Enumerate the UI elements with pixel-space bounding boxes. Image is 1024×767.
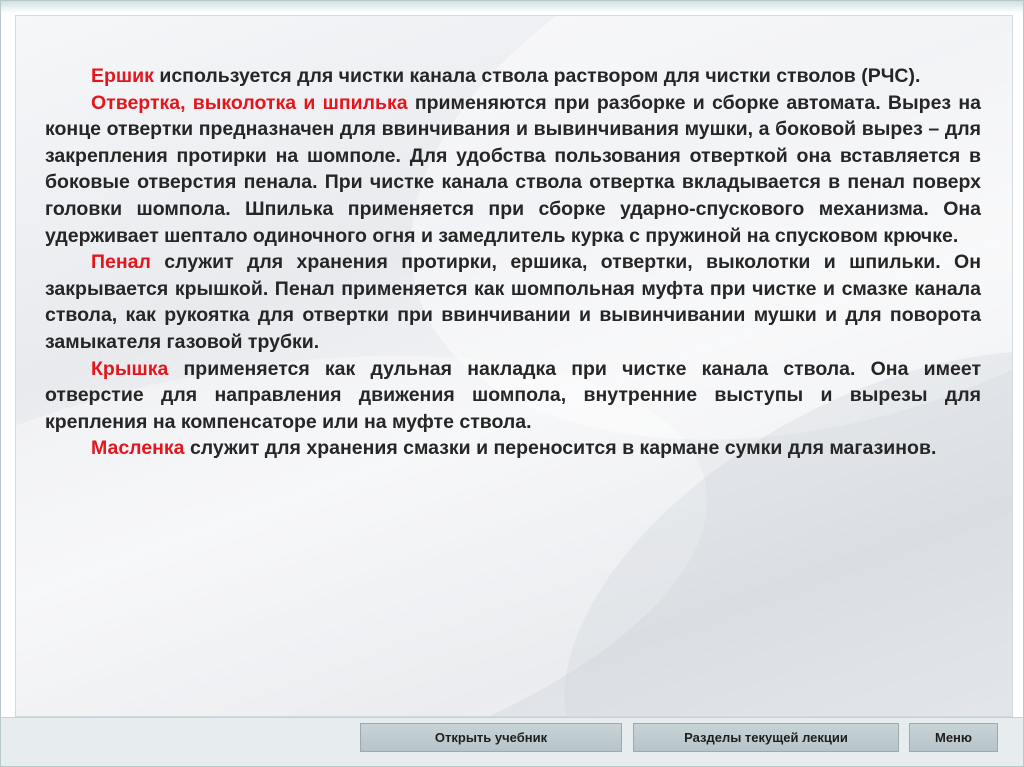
term-highlight: Ершик [91,65,154,87]
lecture-sections-button[interactable]: Разделы текущей лекции [633,723,899,752]
top-edge-decoration [1,1,1024,13]
navigation-bar [1,717,1024,767]
term-highlight: Пенал [91,251,151,274]
paragraph-body: служит для хранения смазки и переносится в кармане сумки для магазинов. [184,437,937,460]
paragraph-maslenka [45,435,981,462]
paragraph-kryshka [45,356,981,436]
paragraph-body: применяется как дульная накладка при чистке канала ствола. Она имеет отверстие для направления движения шомпола, внутренние выступы и вырезы для крепления на компенсаторе или на муфте ствола. [45,357,981,433]
paragraph-penal [45,249,981,355]
paragraph-otvertka [45,90,981,250]
menu-button[interactable]: Меню [909,723,998,752]
term-highlight: Отвертка, выколотка и шпилька [91,91,408,114]
paragraph-body: используется для чистки канала ствола раствором для чистки стволов (РЧС). [153,65,921,87]
slide-text [45,63,981,462]
paragraph-yorshik [45,63,981,90]
paragraph-body: применяются при разборке и сборке автомата. Вырез на конце отвертки предназначен для ввинчивания и вывинчивания мушки, а боковой вырез – для закрепления протирки на шомполе. Для удобства пользования отверткой она вставляется в боковые отверстия пенала. При чистке канала ствола отвертка вкладывается в пенал поверх головки шомпола. Шпилька применяется при сборке ударно-спускового механизма. Она удерживает шептало одиночного огня и замедлитель курка с пружиной на спусковом крючке. [45,91,981,247]
paragraph-body: служит для хранения протирки, ершика, отвертки, выколотки и шпильки. Он закрывается крышкой. Пенал применяется как шомпольная муфта при чистке и смазке канала ствола, как рукоятка для отвертки при ввинчивании и вывинчивании мушки и для поворота замыкателя газовой трубки. [45,251,981,353]
term-highlight: Крышка [91,357,169,380]
open-textbook-button[interactable]: Открыть учебник [360,723,622,752]
term-highlight: Масленка [91,437,185,460]
